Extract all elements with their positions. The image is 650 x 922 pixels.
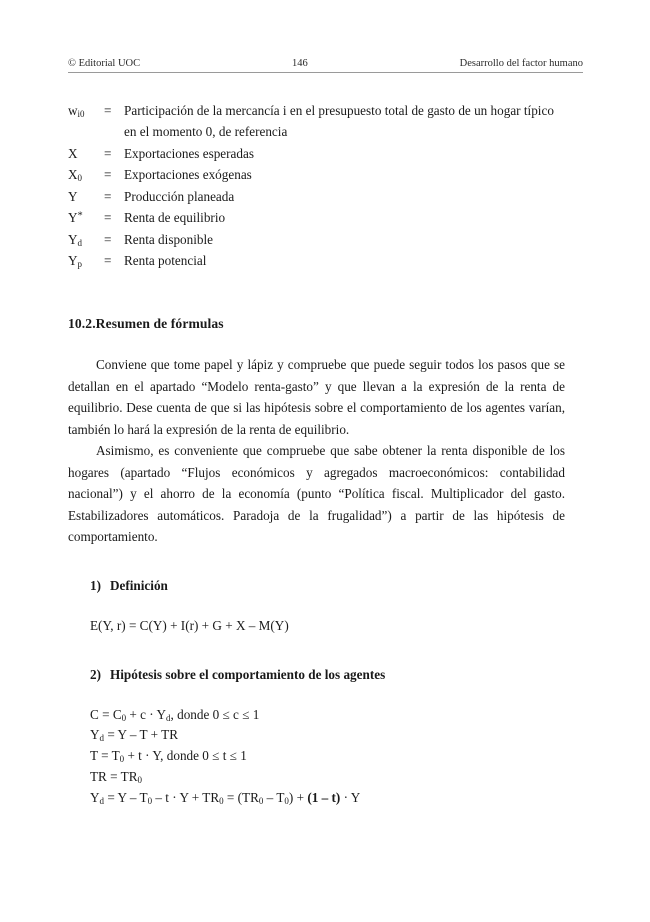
glossary-entry <box>68 164 565 186</box>
formula: E(Y, r) = C(Y) + I(r) + G + X – M(Y) <box>90 617 289 633</box>
glossary-term: $X_0$ <box>68 167 83 184</box>
running-head-right: Desarrollo del factor humano <box>459 58 583 69</box>
glossary-term-subscript: d <box>77 237 83 248</box>
glossary-entry <box>68 143 565 164</box>
formula-group <box>90 616 565 637</box>
glossary-term: Y* <box>68 210 83 226</box>
glossary-term-superscript: * <box>77 210 83 222</box>
running-head <box>68 58 583 73</box>
glossary-description: Participación de la mercancía i en el presupuesto total de gasto de un hogar típico en el momento 0, de referencia <box>124 103 554 140</box>
glossary-term: $Y_p$ <box>68 253 83 270</box>
glossary-term: $w_{i0}$ <box>68 103 85 120</box>
glossary-description: Exportaciones exógenas <box>124 167 252 183</box>
glossary-term-subscript: p <box>77 259 83 270</box>
item-number: 2) <box>90 666 101 682</box>
glossary-entry <box>68 229 565 251</box>
glossary-term-subscript: i0 <box>77 109 85 120</box>
glossary-description: Renta potencial <box>124 253 207 269</box>
formula: $Y_d = Y - T$ + TR <box>90 727 179 744</box>
numbered-item <box>90 667 565 683</box>
glossary-description: Exportaciones esperadas <box>124 145 254 161</box>
paragraph: Asimismo, es conveniente que compruebe que sabe obtener la renta disponible de los hogares (apartado “Flujos económicos y agregados macroeconómicos: contabilidad nacional”) y el ahorro de la economía (punto “Política fiscal. Multiplicador del gasto. Estabilizadores automáticos. Paradoja de la frugalidad”) a partir de las hipótesis de comportamiento. <box>68 443 565 545</box>
glossary-equals: = <box>104 167 112 183</box>
item-label: Definición <box>110 577 168 593</box>
glossary-description: Producción planeada <box>124 188 235 204</box>
page-number: 146 <box>292 58 308 69</box>
item-number: 1) <box>90 577 101 593</box>
glossary-term-subscript: 0 <box>77 173 83 184</box>
glossary-entry <box>68 100 565 143</box>
page-body <box>68 100 565 809</box>
glossary-entry <box>68 250 565 272</box>
formula-group <box>90 705 565 809</box>
glossary-equals: = <box>104 103 112 118</box>
numbered-item <box>90 578 565 594</box>
paragraph: Conviene que tome papel y lápiz y compruebe que puede seguir todos los pasos que se detallan en el apartado “Modelo renta-gasto” y que llevan a la expresión de la renta de equilibrio. Dese cuenta de que si las hipótesis sobre el comportamiento de los agentes varían, también lo hará la expresión de la renta de equilibrio. <box>68 357 565 437</box>
glossary-list <box>68 100 565 272</box>
running-head-left: © Editorial UOC <box>68 58 141 69</box>
glossary-equals: = <box>104 231 112 247</box>
glossary-term: X <box>68 145 78 161</box>
glossary-equals: = <box>104 145 112 161</box>
item-label: Hipótesis sobre el comportamiento de los agentes <box>110 666 386 682</box>
glossary-entry <box>68 207 565 228</box>
formula: TR = $TR_0$ <box>90 769 142 786</box>
glossary-term: Y <box>68 188 78 204</box>
section-heading: 10.2.Resumen de fórmulas <box>68 316 224 332</box>
glossary-equals: = <box>104 210 112 226</box>
glossary-term: $Y_d$ <box>68 231 83 248</box>
glossary-equals: = <box>104 188 112 204</box>
glossary-description: Renta disponible <box>124 231 214 247</box>
formula: $C = C_0 + c \cdot Y_d$, donde 0 ≤ c ≤ 1 <box>90 706 260 723</box>
glossary-equals: = <box>104 253 112 269</box>
formula: $Y_d = Y - T_0 - t \cdot Y + TR_0 = (TR_0 - T_0) + (1 - t) \cdot Y$ <box>90 790 361 807</box>
formula: $T = T_0 + t \cdot Y$, donde 0 ≤ t ≤ 1 <box>90 748 247 765</box>
glossary-description: Renta de equilibrio <box>124 210 226 226</box>
glossary-entry <box>68 186 565 207</box>
